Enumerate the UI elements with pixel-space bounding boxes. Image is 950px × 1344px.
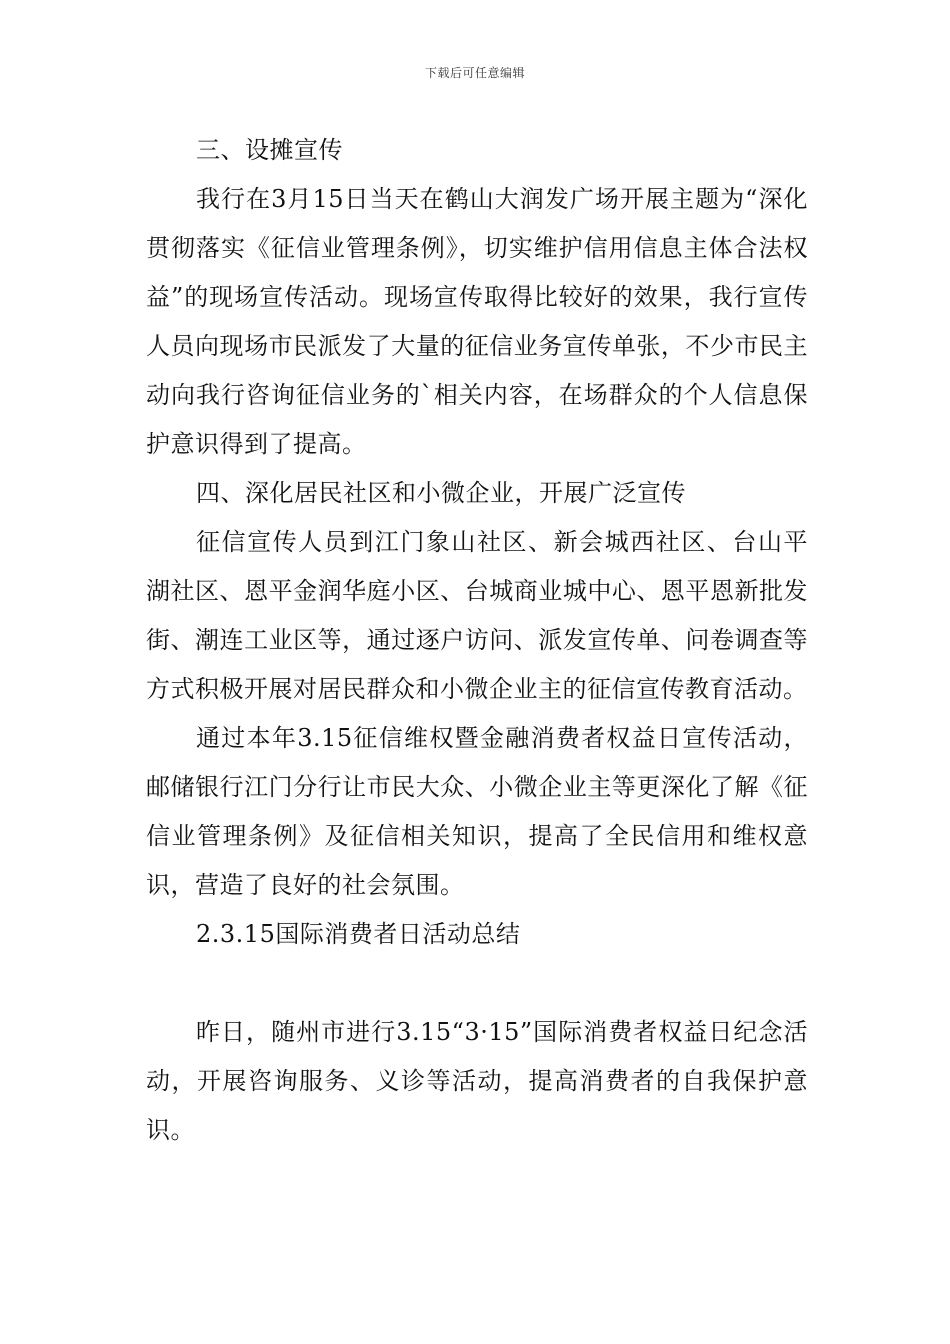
section-heading-consumer-day: 2.3.15国际消费者日活动总结 <box>196 920 521 948</box>
blank-line <box>146 959 808 1008</box>
paragraph-community-activity: 征信宣传人员到江门象山社区、新会城西社区、台山平湖社区、恩平金润华庭小区、台城商业城中心、恩平恩新批发街、潮连工业区等，通过逐户访问、派发宣传单、问卷调查等方式积极开展对居民群众和小微企业主的征信宣传教育活动。 <box>146 528 808 703</box>
paragraph-booth-activity: 我行在3月15日当天在鹤山大润发广场开展主题为“深化贯彻落实《征信业管理条例》，切实维护信用信息主体合法权益”的现场宣传活动。现场宣传取得比较好的效果，我行宣传人员向现场市民派发了大量的征信业务宣传单张，不少市民主动向我行咨询征信业务的`相关内容，在场群众的个人信息保护意识得到了提高。 <box>146 185 808 458</box>
section-heading-booth-promotion: 三、设摊宣传 <box>196 136 343 164</box>
page-header: 下载后可任意编辑 <box>424 66 525 80</box>
paragraph-summary: 通过本年3.15征信维权暨金融消费者权益日宣传活动，邮储银行江门分行让市民大众、小微企业主等更深化了解《征信业管理条例》及征信相关知识，提高了全民信用和维权意识，营造了良好的社会氛围。 <box>146 724 808 899</box>
document-body <box>146 126 808 1155</box>
paragraph-suizhou-activity: 昨日，随州市进行3.15“3·15”国际消费者权益日纪念活动，开展咨询服务、义诊等活动，提高消费者的自我保护意识。 <box>146 1018 808 1144</box>
section-heading-community-outreach: 四、深化居民社区和小微企业，开展广泛宣传 <box>196 479 686 507</box>
